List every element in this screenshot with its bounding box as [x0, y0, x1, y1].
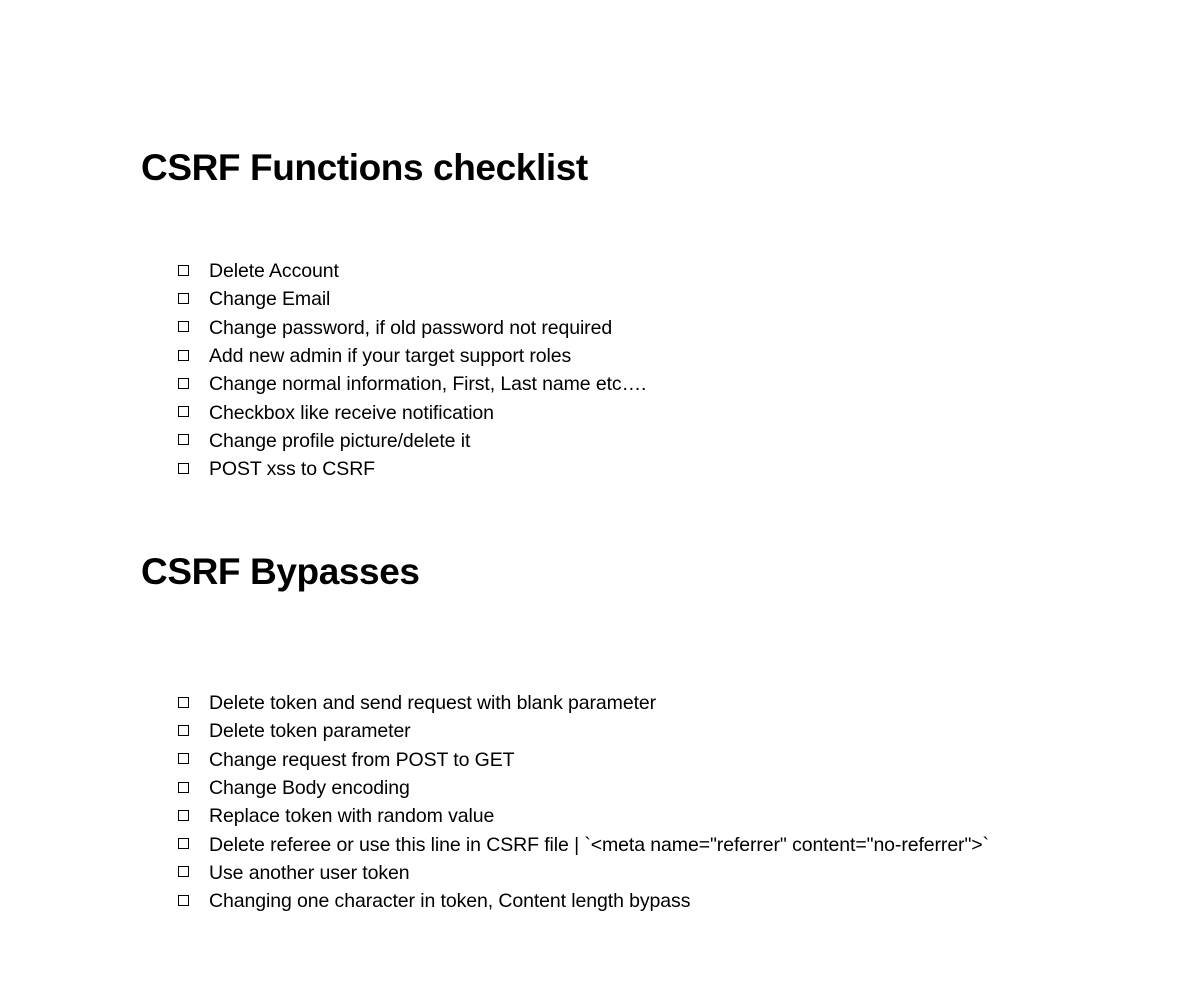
checklist-item — [178, 314, 646, 342]
checklist-item — [178, 830, 989, 858]
checklist-item — [178, 746, 989, 774]
checklist-item-label: Add new admin if your target support roles — [209, 345, 572, 368]
bypasses-checklist — [178, 689, 989, 915]
checklist-item-label: Change request from POST to GET — [209, 748, 515, 771]
checklist-item-label: POST xss to CSRF — [209, 458, 375, 481]
checklist-item-label: Use another user token — [209, 861, 410, 884]
checklist-item-label: Change password, if old password not required — [209, 316, 613, 339]
checkbox-icon — [178, 782, 189, 793]
checklist-item — [178, 717, 989, 745]
checklist-item — [178, 342, 646, 370]
checklist-item — [178, 427, 646, 455]
checklist-item — [178, 398, 646, 426]
checklist-item-label: Delete token and send request with blank parameter — [209, 692, 657, 715]
checklist-item — [178, 689, 989, 717]
checkbox-icon — [178, 293, 189, 304]
checklist-item-label: Change profile picture/delete it — [209, 429, 471, 452]
checkbox-icon — [178, 321, 189, 332]
checkbox-icon — [178, 866, 189, 877]
checklist-item — [178, 887, 989, 915]
checklist-item-label: Delete token parameter — [209, 720, 411, 743]
checkbox-icon — [178, 265, 189, 276]
checkbox-icon — [178, 406, 189, 417]
checklist-item-label: Change normal information, First, Last name etc…. — [209, 373, 647, 396]
checklist-item-label: Checkbox like receive notification — [209, 401, 494, 424]
checkbox-icon — [178, 434, 189, 445]
section-title-functions-checklist: CSRF Functions checklist — [141, 147, 588, 188]
checklist-item — [178, 774, 989, 802]
checklist-item — [178, 802, 989, 830]
checklist-item-label: Replace token with random value — [209, 805, 495, 828]
checklist-item — [178, 257, 646, 285]
checklist-item-label: Change Email — [209, 288, 331, 311]
checklist-item — [178, 370, 646, 398]
functions-checklist — [178, 257, 646, 483]
checklist-item-label: Change Body encoding — [209, 777, 410, 800]
checkbox-icon — [178, 895, 189, 906]
checkbox-icon — [178, 463, 189, 474]
checklist-item — [178, 285, 646, 313]
checkbox-icon — [178, 838, 189, 849]
checklist-item-label: Changing one character in token, Content length bypass — [209, 890, 691, 913]
checkbox-icon — [178, 378, 189, 389]
checkbox-icon — [178, 810, 189, 821]
checkbox-icon — [178, 350, 189, 361]
checklist-item-label: Delete Account — [209, 260, 339, 283]
checkbox-icon — [178, 725, 189, 736]
checkbox-icon — [178, 753, 189, 764]
section-title-bypasses: CSRF Bypasses — [141, 551, 420, 592]
checklist-item — [178, 859, 989, 887]
checklist-item-label: Delete referee or use this line in CSRF file | `<meta name="referrer" content="no-referrer">` — [209, 833, 989, 856]
checklist-item — [178, 455, 646, 483]
checkbox-icon — [178, 697, 189, 708]
